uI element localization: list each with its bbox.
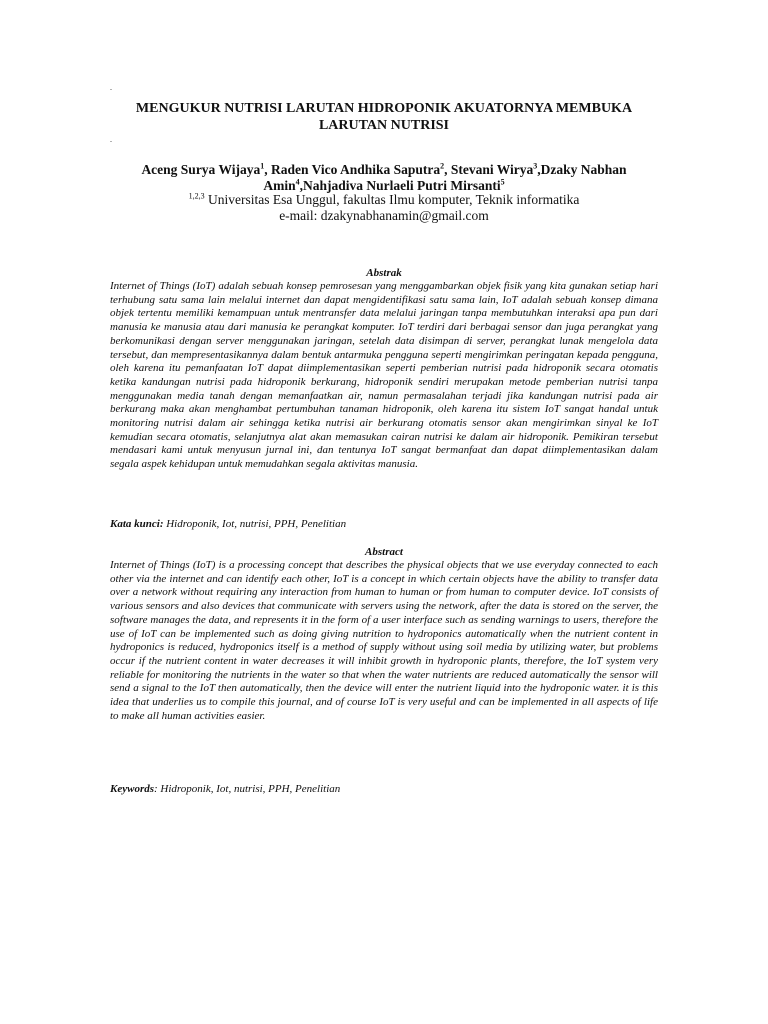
abstract-body: Internet of Things (IoT) is a processing concept that describes the physical objects that we use everyday connected to each other via the internet and can identify each other, IoT is a concept in which certain objects have the ability to transfer data over a network without requiring any interaction from human to human or from human to computer device. IoT consists of various sensors and also devices that communicate with servers using the network, after the data is stored on the server, the software manages the data, and represents it in the form of a user interface such as sending warnings to users, therefore the use of IoT can be implemented such as doing giving nutrition to hydroponics automatically when the nutrient content in hydroponics is reduced, hydroponics itself is a method of supply without using soil media by utilizing water, but problems occur if the nutrient content in water decreases it will inhibit growth in hydroponic plants, therefore, the IoT system very reliable for monitoring the nutrients in the water so that when the water nutrients are reduced automatically the sensor will send a signal to the IoT then automatically, then the device will enter the nutrient liquid into the hydroponic water. it is this idea that underlies us to compile this journal, and of course IoT is very useful and can be implemented in all aspects of life to make all human activities easier. (110, 559, 658, 722)
author-affiliation-mark: 2 (440, 161, 445, 171)
keywords-label: Keywords (110, 783, 154, 795)
kata-kunci (110, 517, 658, 531)
author-name: , Stevani Wirya (444, 162, 534, 177)
author-name: ,Dzaky Nabhan Amin (263, 162, 627, 193)
author-name: Aceng Surya Wijaya (141, 162, 261, 177)
keywords (110, 782, 658, 796)
author-affiliation-mark: 1 (260, 161, 265, 171)
keywords-text: : Hidroponik, Iot, nutrisi, PPH, Penelitian (154, 783, 341, 795)
abstract-heading: Abstract (365, 546, 403, 558)
author-list (110, 162, 658, 194)
paper-title: MENGUKUR NUTRISI LARUTAN HIDROPONIK AKUATORNYA MEMBUKA LARUTAN NUTRISI (135, 101, 633, 133)
abstrak-body: Internet of Things (IoT) adalah sebuah konsep pemrosesan yang menggambarkan objek fisik yang kita gunakan setiap hari terhubung satu sama lain melalui internet dan dapat mengidentifikasi satu sama lain, IoT adalah sebuah konsep dimana objek tertentu memiliki kemampuan untuk mentransfer data melalui jaringan tanpa membutuhkan interaksi apa pun dari manusia ke manusia atau dari manusia ke perangkat komputer. IoT terdiri dari berbagai sensor dan juga perangkat yang berkomunikasi dengan server menggunakan jaringan, setelah data disimpan di server, perangkat lunak mengelola data tersebut, dan mempresentasikannya dalam bentuk antarmuka pengguna seperti mengirimkan peringatan kepada pengguna, oleh karena itu pemanfaatan IoT dapat diimplementasikan seperti pemberian nutrisi pada hidroponik secara otomatis ketika kandungan nutrisi pada hidroponik berkurang, hidroponik sendiri merupakan metode pemberian nutrisi tanpa menggunakan media tanah dengan memanfaatkan air, namun permasalahan terjadi jika kandungan nutrisi pada air berkurang maka akan menghambat pertumbuhan tanaman hidroponik, oleh karena itu sistem IoT sangat handal untuk monitoring nutrisi dalam air sehingga ketika nutrisi air berkurang otomatis sensor akan mengirimkan sinyal ke IoT kemudian secara otomatis, selanjutnya alat akan memasukan cairan nutrisi ke dalam air hidroponik. Pemikiran tersebut mendasari kami untuk menyusun jurnal ini, dan tentunya IoT sangat bermanfaat dan dapat diimplementasikan dalam segala aspek kehidupan untuk memudahkan segala aktivitas manusia. (110, 280, 658, 471)
author-affiliation-mark: 5 (500, 177, 505, 187)
affiliation-mark: 1,2,3 (188, 191, 205, 201)
contact-email: e-mail: dzakynabhanamin@gmail.com (279, 208, 489, 223)
kata-kunci-label: Kata kunci: (110, 518, 164, 530)
kata-kunci-text: Hidroponik, Iot, nutrisi, PPH, Penelitian (163, 518, 347, 530)
margin-mark: . (110, 135, 112, 144)
author-name: , Raden Vico Andhika Saputra (264, 162, 441, 177)
author-affiliation-mark: 3 (533, 161, 538, 171)
author-name: ,Nahjadiva Nurlaeli Putri Mirsanti (299, 178, 501, 193)
abstrak-heading: Abstrak (366, 267, 402, 279)
margin-mark: . (110, 83, 112, 92)
author-affiliation-mark: 4 (295, 177, 300, 187)
affiliation (110, 192, 658, 208)
affiliation-text: Universitas Esa Unggul, fakultas Ilmu komputer, Teknik informatika (204, 192, 580, 207)
